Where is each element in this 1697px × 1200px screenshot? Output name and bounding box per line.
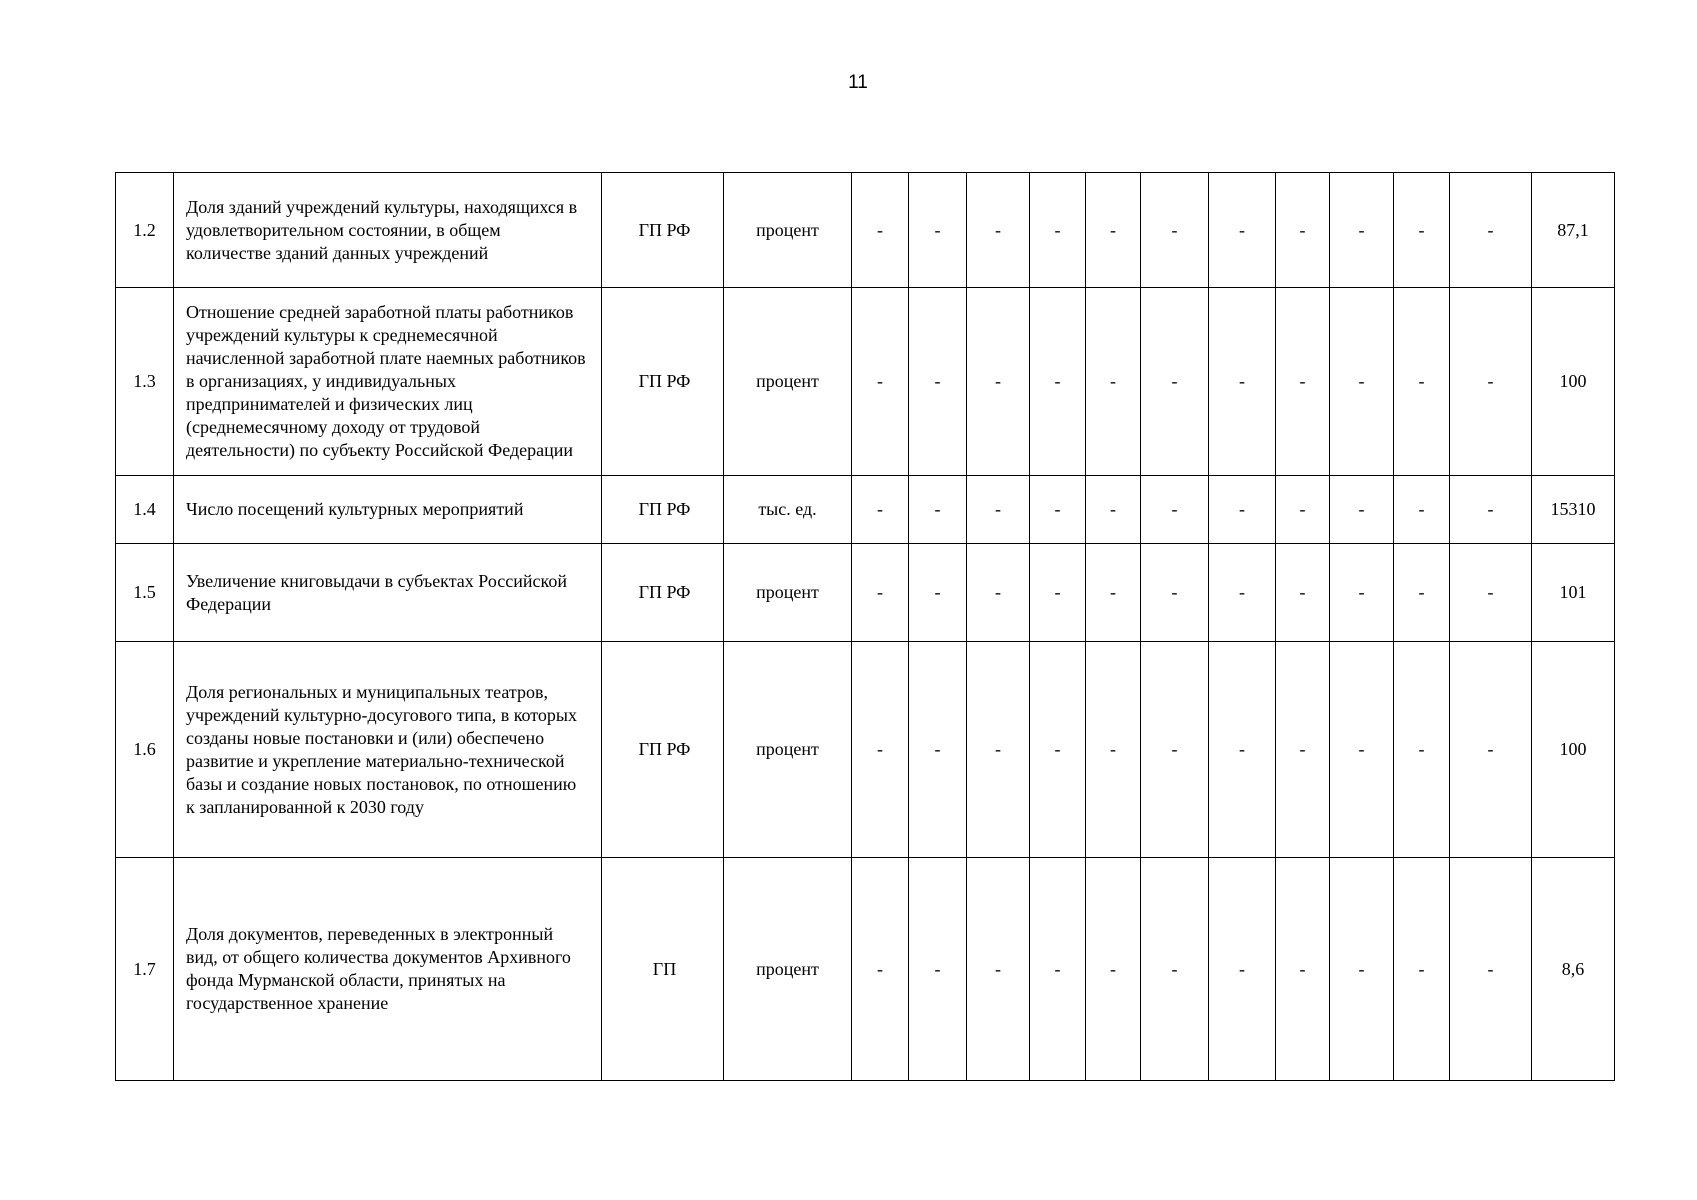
indicator-name-cell: Увеличение книговыдачи в субъектах Российской Федерации [174, 544, 602, 642]
year-value-cell: - [1450, 288, 1532, 476]
source-cell: ГП РФ [602, 288, 724, 476]
year-value-cell: - [967, 288, 1030, 476]
year-value-cell: - [1209, 173, 1276, 288]
unit-cell: процент [724, 173, 852, 288]
year-value-cell: - [1141, 173, 1209, 288]
year-value-cell: - [1030, 642, 1086, 858]
row-number-cell: 1.2 [116, 173, 174, 288]
year-value-cell: - [1394, 476, 1450, 544]
row-number-cell: 1.3 [116, 288, 174, 476]
year-value-cell: - [852, 858, 909, 1081]
source-cell: ГП РФ [602, 476, 724, 544]
year-value-cell: - [1276, 288, 1330, 476]
source-cell: ГП РФ [602, 173, 724, 288]
year-value-cell: - [1086, 288, 1141, 476]
year-value-cell: - [1030, 173, 1086, 288]
year-value-cell: - [1276, 544, 1330, 642]
year-value-cell: - [852, 173, 909, 288]
year-value-cell: - [909, 858, 967, 1081]
source-cell: ГП РФ [602, 642, 724, 858]
year-value-cell: - [1086, 544, 1141, 642]
year-value-cell: - [1276, 858, 1330, 1081]
year-value-cell: - [852, 642, 909, 858]
year-value-cell: - [1086, 173, 1141, 288]
year-value-cell: - [852, 288, 909, 476]
row-number-cell: 1.7 [116, 858, 174, 1081]
year-value-cell: - [909, 642, 967, 858]
indicator-name-cell: Доля региональных и муниципальных театров, учреждений культурно-досугового типа, в которых созданы новые постановки и (или) обеспечено развитие и укрепление материально-технической базы и создание новых постановок, по отношению к запланированной к 2030 году [174, 642, 602, 858]
target-value-cell: 87,1 [1532, 173, 1615, 288]
year-value-cell: - [1394, 173, 1450, 288]
table-row [116, 544, 1615, 642]
year-value-cell: - [909, 288, 967, 476]
row-number-cell: 1.6 [116, 642, 174, 858]
year-value-cell: - [909, 476, 967, 544]
year-value-cell: - [1209, 288, 1276, 476]
year-value-cell: - [1030, 476, 1086, 544]
table-row [116, 173, 1615, 288]
year-value-cell: - [1209, 476, 1276, 544]
year-value-cell: - [967, 544, 1030, 642]
year-value-cell: - [1141, 858, 1209, 1081]
year-value-cell: - [1450, 173, 1532, 288]
year-value-cell: - [1330, 288, 1394, 476]
year-value-cell: - [1394, 544, 1450, 642]
year-value-cell: - [1330, 173, 1394, 288]
year-value-cell: - [909, 544, 967, 642]
target-value-cell: 8,6 [1532, 858, 1615, 1081]
year-value-cell: - [1394, 858, 1450, 1081]
year-value-cell: - [1141, 642, 1209, 858]
year-value-cell: - [1141, 476, 1209, 544]
year-value-cell: - [967, 476, 1030, 544]
target-value-cell: 15310 [1532, 476, 1615, 544]
year-value-cell: - [1086, 642, 1141, 858]
year-value-cell: - [1450, 544, 1532, 642]
year-value-cell: - [1030, 858, 1086, 1081]
year-value-cell: - [1276, 173, 1330, 288]
year-value-cell: - [1450, 858, 1532, 1081]
target-value-cell: 101 [1532, 544, 1615, 642]
year-value-cell: - [1086, 858, 1141, 1081]
year-value-cell: - [1209, 642, 1276, 858]
year-value-cell: - [1394, 642, 1450, 858]
indicator-name-cell: Отношение средней заработной платы работников учреждений культуры к среднемесячной начисленной заработной плате наемных работников в организациях, у индивидуальных предпринимателей и физических лиц (среднемесячному доходу от трудовой деятельности) по субъекту Российской Федерации [174, 288, 602, 476]
year-value-cell: - [1330, 642, 1394, 858]
year-value-cell: - [852, 476, 909, 544]
target-value-cell: 100 [1532, 642, 1615, 858]
year-value-cell: - [1276, 476, 1330, 544]
year-value-cell: - [1330, 544, 1394, 642]
indicator-name-cell: Доля документов, переведенных в электронный вид, от общего количества документов Архивного фонда Мурманской области, принятых на государственное хранение [174, 858, 602, 1081]
year-value-cell: - [967, 642, 1030, 858]
unit-cell: процент [724, 642, 852, 858]
year-value-cell: - [1209, 858, 1276, 1081]
year-value-cell: - [1209, 544, 1276, 642]
year-value-cell: - [1330, 476, 1394, 544]
indicators-table [115, 172, 1615, 1081]
year-value-cell: - [1086, 476, 1141, 544]
unit-cell: тыс. ед. [724, 476, 852, 544]
source-cell: ГП РФ [602, 544, 724, 642]
year-value-cell: - [1030, 544, 1086, 642]
year-value-cell: - [1141, 544, 1209, 642]
table-row [116, 476, 1615, 544]
unit-cell: процент [724, 544, 852, 642]
row-number-cell: 1.5 [116, 544, 174, 642]
source-cell: ГП [602, 858, 724, 1081]
row-number-cell: 1.4 [116, 476, 174, 544]
year-value-cell: - [1450, 642, 1532, 858]
year-value-cell: - [1141, 288, 1209, 476]
year-value-cell: - [967, 173, 1030, 288]
indicator-name-cell: Доля зданий учреждений культуры, находящихся в удовлетворительном состоянии, в общем количестве зданий данных учреждений [174, 173, 602, 288]
year-value-cell: - [1030, 288, 1086, 476]
table-row [116, 288, 1615, 476]
unit-cell: процент [724, 288, 852, 476]
year-value-cell: - [1276, 642, 1330, 858]
table-row [116, 858, 1615, 1081]
year-value-cell: - [967, 858, 1030, 1081]
table-row [116, 642, 1615, 858]
unit-cell: процент [724, 858, 852, 1081]
year-value-cell: - [852, 544, 909, 642]
target-value-cell: 100 [1532, 288, 1615, 476]
year-value-cell: - [1330, 858, 1394, 1081]
year-value-cell: - [1394, 288, 1450, 476]
page-number: 11 [848, 72, 868, 93]
year-value-cell: - [1450, 476, 1532, 544]
indicator-name-cell: Число посещений культурных мероприятий [174, 476, 602, 544]
year-value-cell: - [909, 173, 967, 288]
